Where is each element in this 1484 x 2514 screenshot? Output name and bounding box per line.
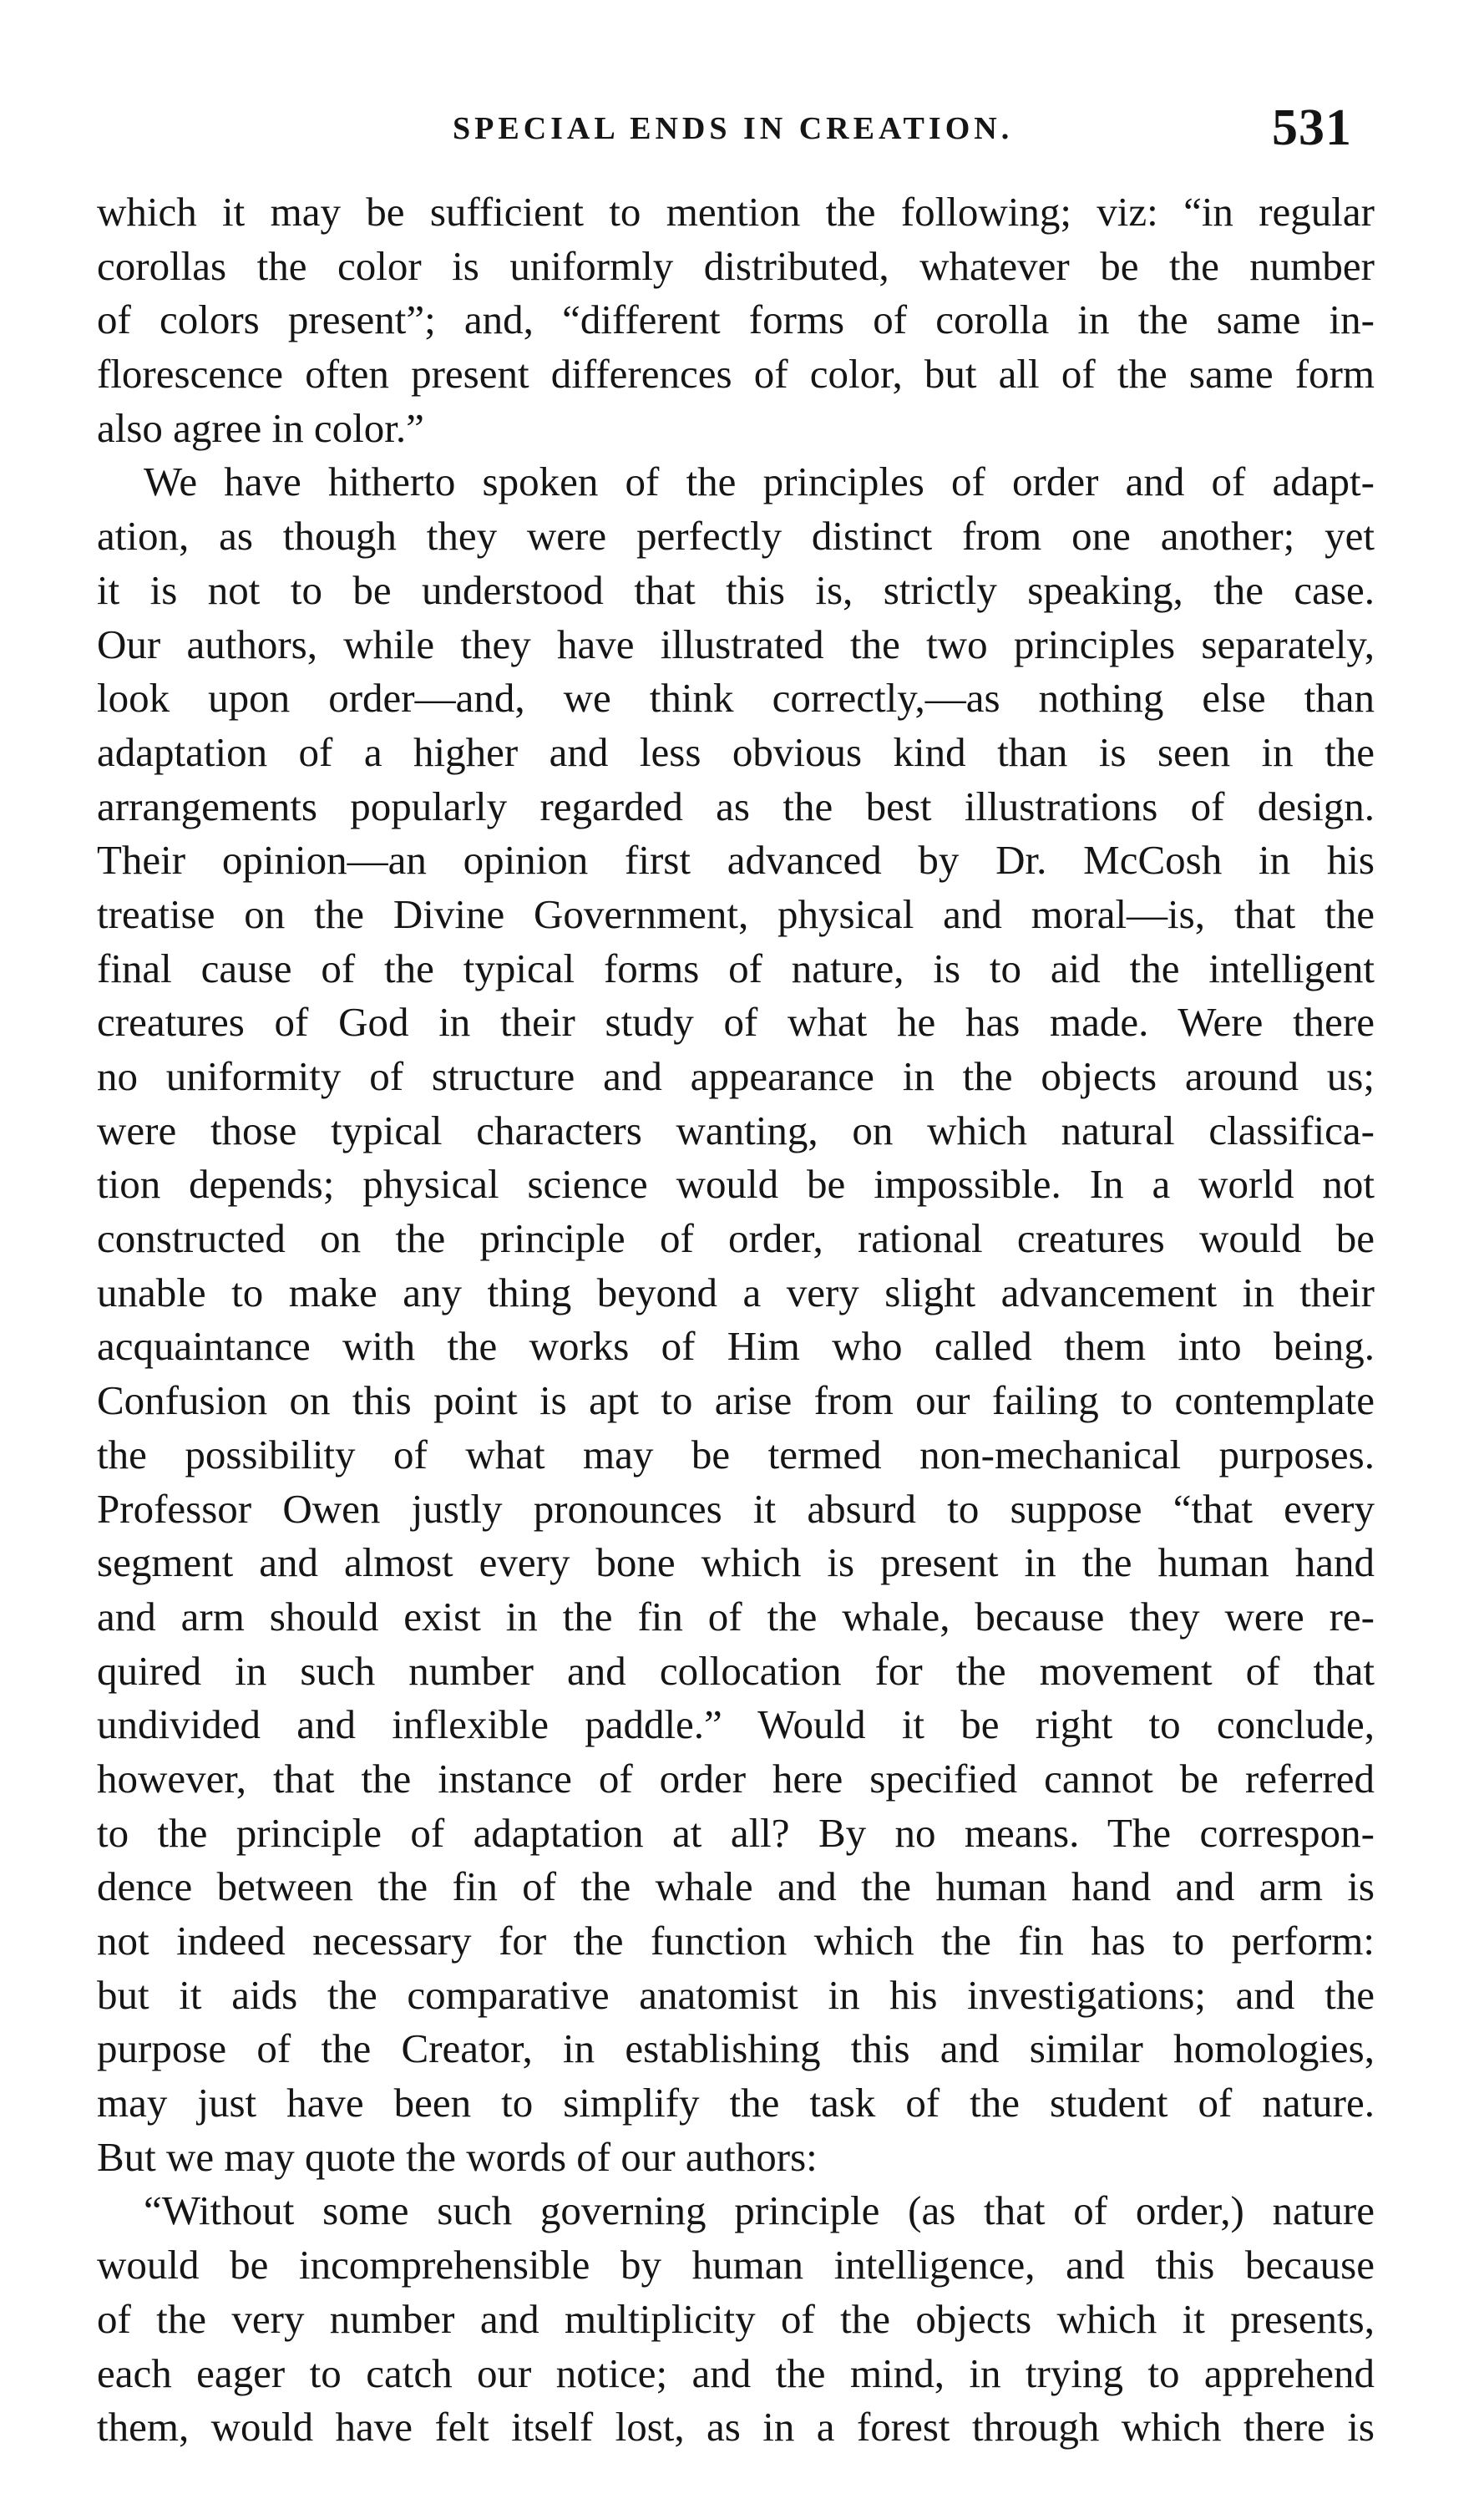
text-line: Our authors, while they have illustrated the two principles separately, — [97, 621, 1375, 667]
text-line: of colors present”; and, “different forms of corolla in the same in- — [97, 297, 1375, 343]
text-line: creatures of God in their study of what he has made. Were there — [97, 999, 1375, 1046]
text-line: were those typical characters wanting, on which natural classifica- — [97, 1107, 1375, 1153]
text-line: Professor Owen justly pronounces it absurd to suppose “that every — [97, 1485, 1375, 1532]
text-line: We have hitherto spoken of the principles of order and of adapt- — [144, 459, 1375, 505]
text-line: of the very number and multiplicity of the objects which it presents, — [97, 2295, 1375, 2342]
text-line: acquaintance with the works of Him who called them into being. — [97, 1323, 1375, 1370]
body-text — [97, 185, 1375, 2455]
text-line: constructed on the principle of order, rational creatures would be — [97, 1215, 1375, 1262]
text-line: tion depends; physical science would be impossible. In a world not — [97, 1161, 1375, 1208]
text-line: treatise on the Divine Government, physical and moral—is, that the — [97, 890, 1375, 937]
text-line: unable to make any thing beyond a very slight advancement in their — [97, 1269, 1375, 1315]
text-line: segment and almost every bone which is present in the human hand — [97, 1539, 1375, 1586]
text-line: may just have been to simplify the task of the student of nature. — [97, 2080, 1375, 2126]
text-line: would be incomprehensible by human intelligence, and this because — [97, 2242, 1375, 2288]
text-line: also agree in color.” — [97, 404, 424, 451]
text-line: undivided and inflexible paddle.” Would it be right to conclude, — [97, 1701, 1375, 1748]
text-line: adaptation of a higher and less obvious kind than is seen in the — [97, 728, 1375, 775]
text-line: them, would have felt itself lost, as in a forest through which there is — [97, 2404, 1375, 2451]
text-line: arrangements popularly regarded as the best illustrations of design. — [97, 783, 1375, 829]
text-line: not indeed necessary for the function which the fin has to perform: — [97, 1918, 1375, 1964]
text-line: no uniformity of structure and appearance in the objects around us; — [97, 1053, 1375, 1099]
text-line: But we may quote the words of our authors: — [97, 2133, 818, 2180]
page-number: 531 — [1272, 99, 1352, 156]
text-line: purpose of the Creator, in establishing this and similar homologies, — [97, 2025, 1375, 2072]
text-line: but it aids the comparative anatomist in his investigations; and the — [97, 1971, 1375, 2018]
text-line: it is not to be understood that this is, strictly speaking, the case. — [97, 566, 1375, 613]
text-line: dence between the fin of the whale and the human hand and arm is — [97, 1863, 1375, 1910]
text-line: Confusion on this point is apt to arise from our failing to contemplate — [97, 1377, 1375, 1424]
running-header — [0, 99, 1484, 165]
text-line: to the principle of adaptation at all? By no means. The correspon- — [97, 1809, 1375, 1856]
text-line: the possibility of what may be termed non-mechanical purposes. — [97, 1431, 1375, 1477]
text-line: look upon order—and, we think correctly,—as nothing else than — [97, 675, 1375, 722]
text-line: however, that the instance of order here specified cannot be referred — [97, 1755, 1375, 1802]
text-line: corollas the color is uniformly distributed, whatever be the number — [97, 242, 1375, 289]
text-line: which it may be sufficient to mention the following; viz: “in regular — [97, 189, 1375, 235]
text-line: florescence often present differences of color, but all of the same form — [97, 351, 1375, 398]
text-line: each eager to catch our notice; and the mind, in trying to apprehend — [97, 2349, 1375, 2396]
text-line: ation, as though they were perfectly distinct from one another; yet — [97, 513, 1375, 560]
text-line: and arm should exist in the fin of the whale, because they were re- — [97, 1593, 1375, 1640]
running-title: SPECIAL ENDS IN CREATION. — [453, 111, 1014, 146]
text-line: “Without some such governing principle (as that of order,) nature — [144, 2187, 1375, 2234]
text-line: final cause of the typical forms of nature, is to aid the intelligent — [97, 945, 1375, 991]
text-line: quired in such number and collocation for the movement of that — [97, 1647, 1375, 1694]
text-line: Their opinion—an opinion first advanced by Dr. McCosh in his — [97, 837, 1375, 884]
